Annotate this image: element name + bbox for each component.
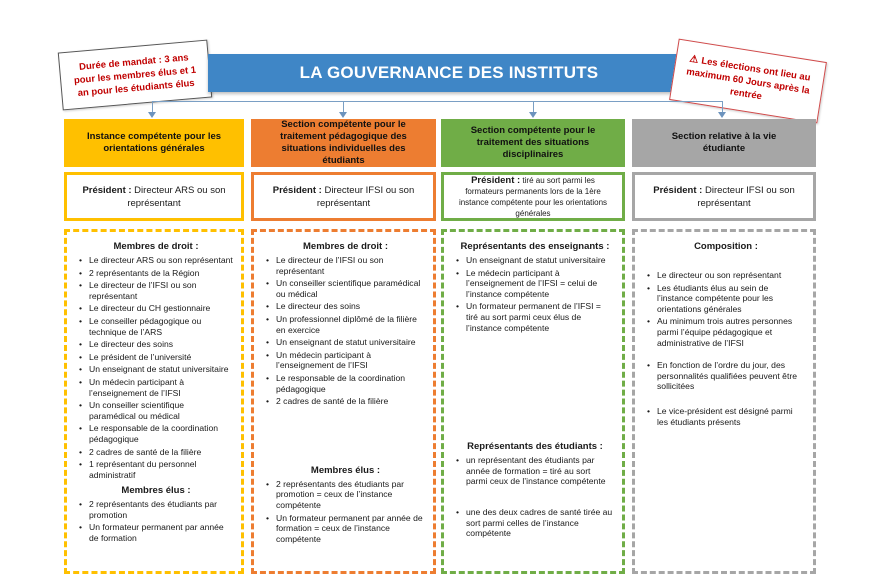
list-item: • Le directeur des soins (266, 301, 425, 312)
president-box-pedagogique (251, 172, 436, 221)
list-item: • une des deux cadres de santé tirée au sort parmi celles de l’instance compétente (456, 507, 614, 539)
section-title: Représentants des étudiants : (467, 441, 603, 453)
list-item: • Un médecin participant à l’enseignement de l’IFSI (79, 377, 233, 398)
president-label: Président : (653, 184, 703, 196)
list-item: • 2 représentants de la Région (79, 268, 233, 279)
members-list (79, 499, 233, 543)
members-list (647, 270, 805, 427)
elections-callout (669, 39, 827, 124)
section-title: Membres de droit : (113, 241, 199, 252)
mandate-duration-text: Durée de mandat : 3 ans pour les membres élus et 1 an pour les étudiants élus (73, 51, 197, 99)
warning-icon: ⚠ (688, 53, 700, 66)
members-box-orientations (64, 229, 244, 574)
list-item: • Le directeur des soins (79, 339, 233, 350)
list-item: • 2 cadres de santé de la filière (266, 396, 425, 407)
list-item: • Le directeur ARS ou son représentant (79, 255, 233, 266)
section-title: Représentants des enseignants : (460, 241, 610, 252)
list-item: • Un médecin participant à l’enseignement de l’IFSI (266, 350, 425, 371)
members-list (266, 255, 425, 407)
list-item: • Un conseiller scientifique paramédical ou médical (266, 278, 425, 299)
arrow-down-icon (529, 112, 537, 118)
list-item: • 2 représentants des étudiants par promotion = ceux de l’instance compétente (266, 479, 425, 511)
column-header-orientations (64, 119, 244, 167)
members-box-vie-etudiante (632, 229, 816, 574)
list-item: • Le conseiller pédagogique ou technique de l’ARS (79, 316, 233, 337)
list-item: • Le directeur du CH gestionnaire (79, 303, 233, 314)
list-item: • Un conseiller scientifique paramédical ou médical (79, 400, 233, 421)
list-item: • Les étudiants élus au sein de l’instance compétente pour les orientations générales (647, 283, 805, 315)
president-text: Directeur ARS ou son représentant (127, 184, 226, 209)
list-item: • Le médecin participant à l’enseignement de l’IFSI = celui de l’instance compétente (456, 268, 614, 300)
president-label: Président : (82, 184, 132, 196)
list-item: • 2 représentants des étudiants par promotion (79, 499, 233, 520)
list-item: • 1 représentant du personnel administratif (79, 459, 233, 480)
list-item: • Le vice-président est désigné parmi les étudiants présents (647, 406, 805, 427)
president-label: Président : (471, 174, 521, 186)
list-item: • Un enseignant de statut universitaire (456, 255, 614, 266)
page-title-text: LA GOUVERNANCE DES INSTITUTS (299, 63, 599, 82)
section-title: Composition : (694, 241, 758, 252)
members-box-disciplinaire (441, 229, 625, 574)
mandate-duration-callout (58, 40, 212, 111)
president-text: Directeur IFSI ou son représentant (316, 184, 415, 209)
column-header-text: Section relative à la vie étudiante (671, 131, 777, 154)
column-header-disciplinaire (441, 119, 625, 167)
list-item: • Au minimum trois autres personnes parmi l’équipe pédagogique et administrative de l’IFSI (647, 316, 805, 348)
members-list (79, 255, 233, 480)
president-text: tiré au sort parmi les formateurs permanents lors de la 1ère instance compétente pour les orientations générales (458, 175, 608, 218)
page-title (208, 54, 690, 92)
column-header-text: Instance compétente pour les orientations générales (86, 131, 222, 154)
list-item: • Le directeur de l’IFSI ou son représentant (266, 255, 425, 276)
arrow-down-icon (148, 112, 156, 118)
list-item: • Un formateur permanent par année de formation (79, 522, 233, 543)
list-item: • Un enseignant de statut universitaire (79, 364, 233, 375)
section-title: Membres de droit : (303, 241, 388, 252)
column-header-vie-etudiante (632, 119, 816, 167)
arrow-down-icon (718, 112, 726, 118)
list-item: • En fonction de l’ordre du jour, des personnalités qualifiées peuvent être sollicitées (647, 360, 805, 392)
members-list (266, 479, 425, 545)
president-box-vie-etudiante (632, 172, 816, 221)
list-item: • un représentant des étudiants par année de formation = tiré au sort parmi ceux de l’instance compétente (456, 455, 614, 487)
arrow-down-icon (339, 112, 347, 118)
members-list (456, 455, 614, 539)
column-header-text: Section compétente pour le traitement des situations disciplinaires (470, 125, 596, 160)
list-item: • Le directeur de l’IFSI ou son représentant (79, 280, 233, 301)
list-item: • Le directeur ou son représentant (647, 270, 805, 281)
column-header-pedagogique (251, 119, 436, 167)
list-item: • Un enseignant de statut universitaire (266, 337, 425, 348)
president-text: Directeur IFSI ou son représentant (697, 184, 795, 209)
column-header-text: Section compétente pour le traitement pédagogique des situations individuelles des étudiants (280, 119, 407, 166)
president-box-disciplinaire (441, 172, 625, 221)
members-box-pedagogique (251, 229, 436, 574)
list-item: • Un professionnel diplômé de la filière en exercice (266, 314, 425, 335)
list-item: • Un formateur permanent par année de formation = ceux de l’instance compétente (266, 513, 425, 545)
section-title: Membres élus : (310, 464, 381, 476)
section-title: Membres élus : (121, 485, 191, 497)
list-item: • Un formateur permanent de l’IFSI = tiré au sort parmi ceux élus de l’instance compétente (456, 301, 614, 333)
president-label: Président : (272, 184, 322, 196)
elections-text: Les élections ont lieu au maximum 60 Jours après la rentrée (685, 55, 812, 102)
list-item: • Le responsable de la coordination pédagogique (266, 373, 425, 394)
connector-horizontal (152, 101, 722, 102)
members-list (456, 255, 614, 333)
president-box-orientations (64, 172, 244, 221)
list-item: • Le responsable de la coordination pédagogique (79, 423, 233, 444)
list-item: • Le président de l’université (79, 352, 233, 363)
list-item: • 2 cadres de santé de la filière (79, 447, 233, 458)
